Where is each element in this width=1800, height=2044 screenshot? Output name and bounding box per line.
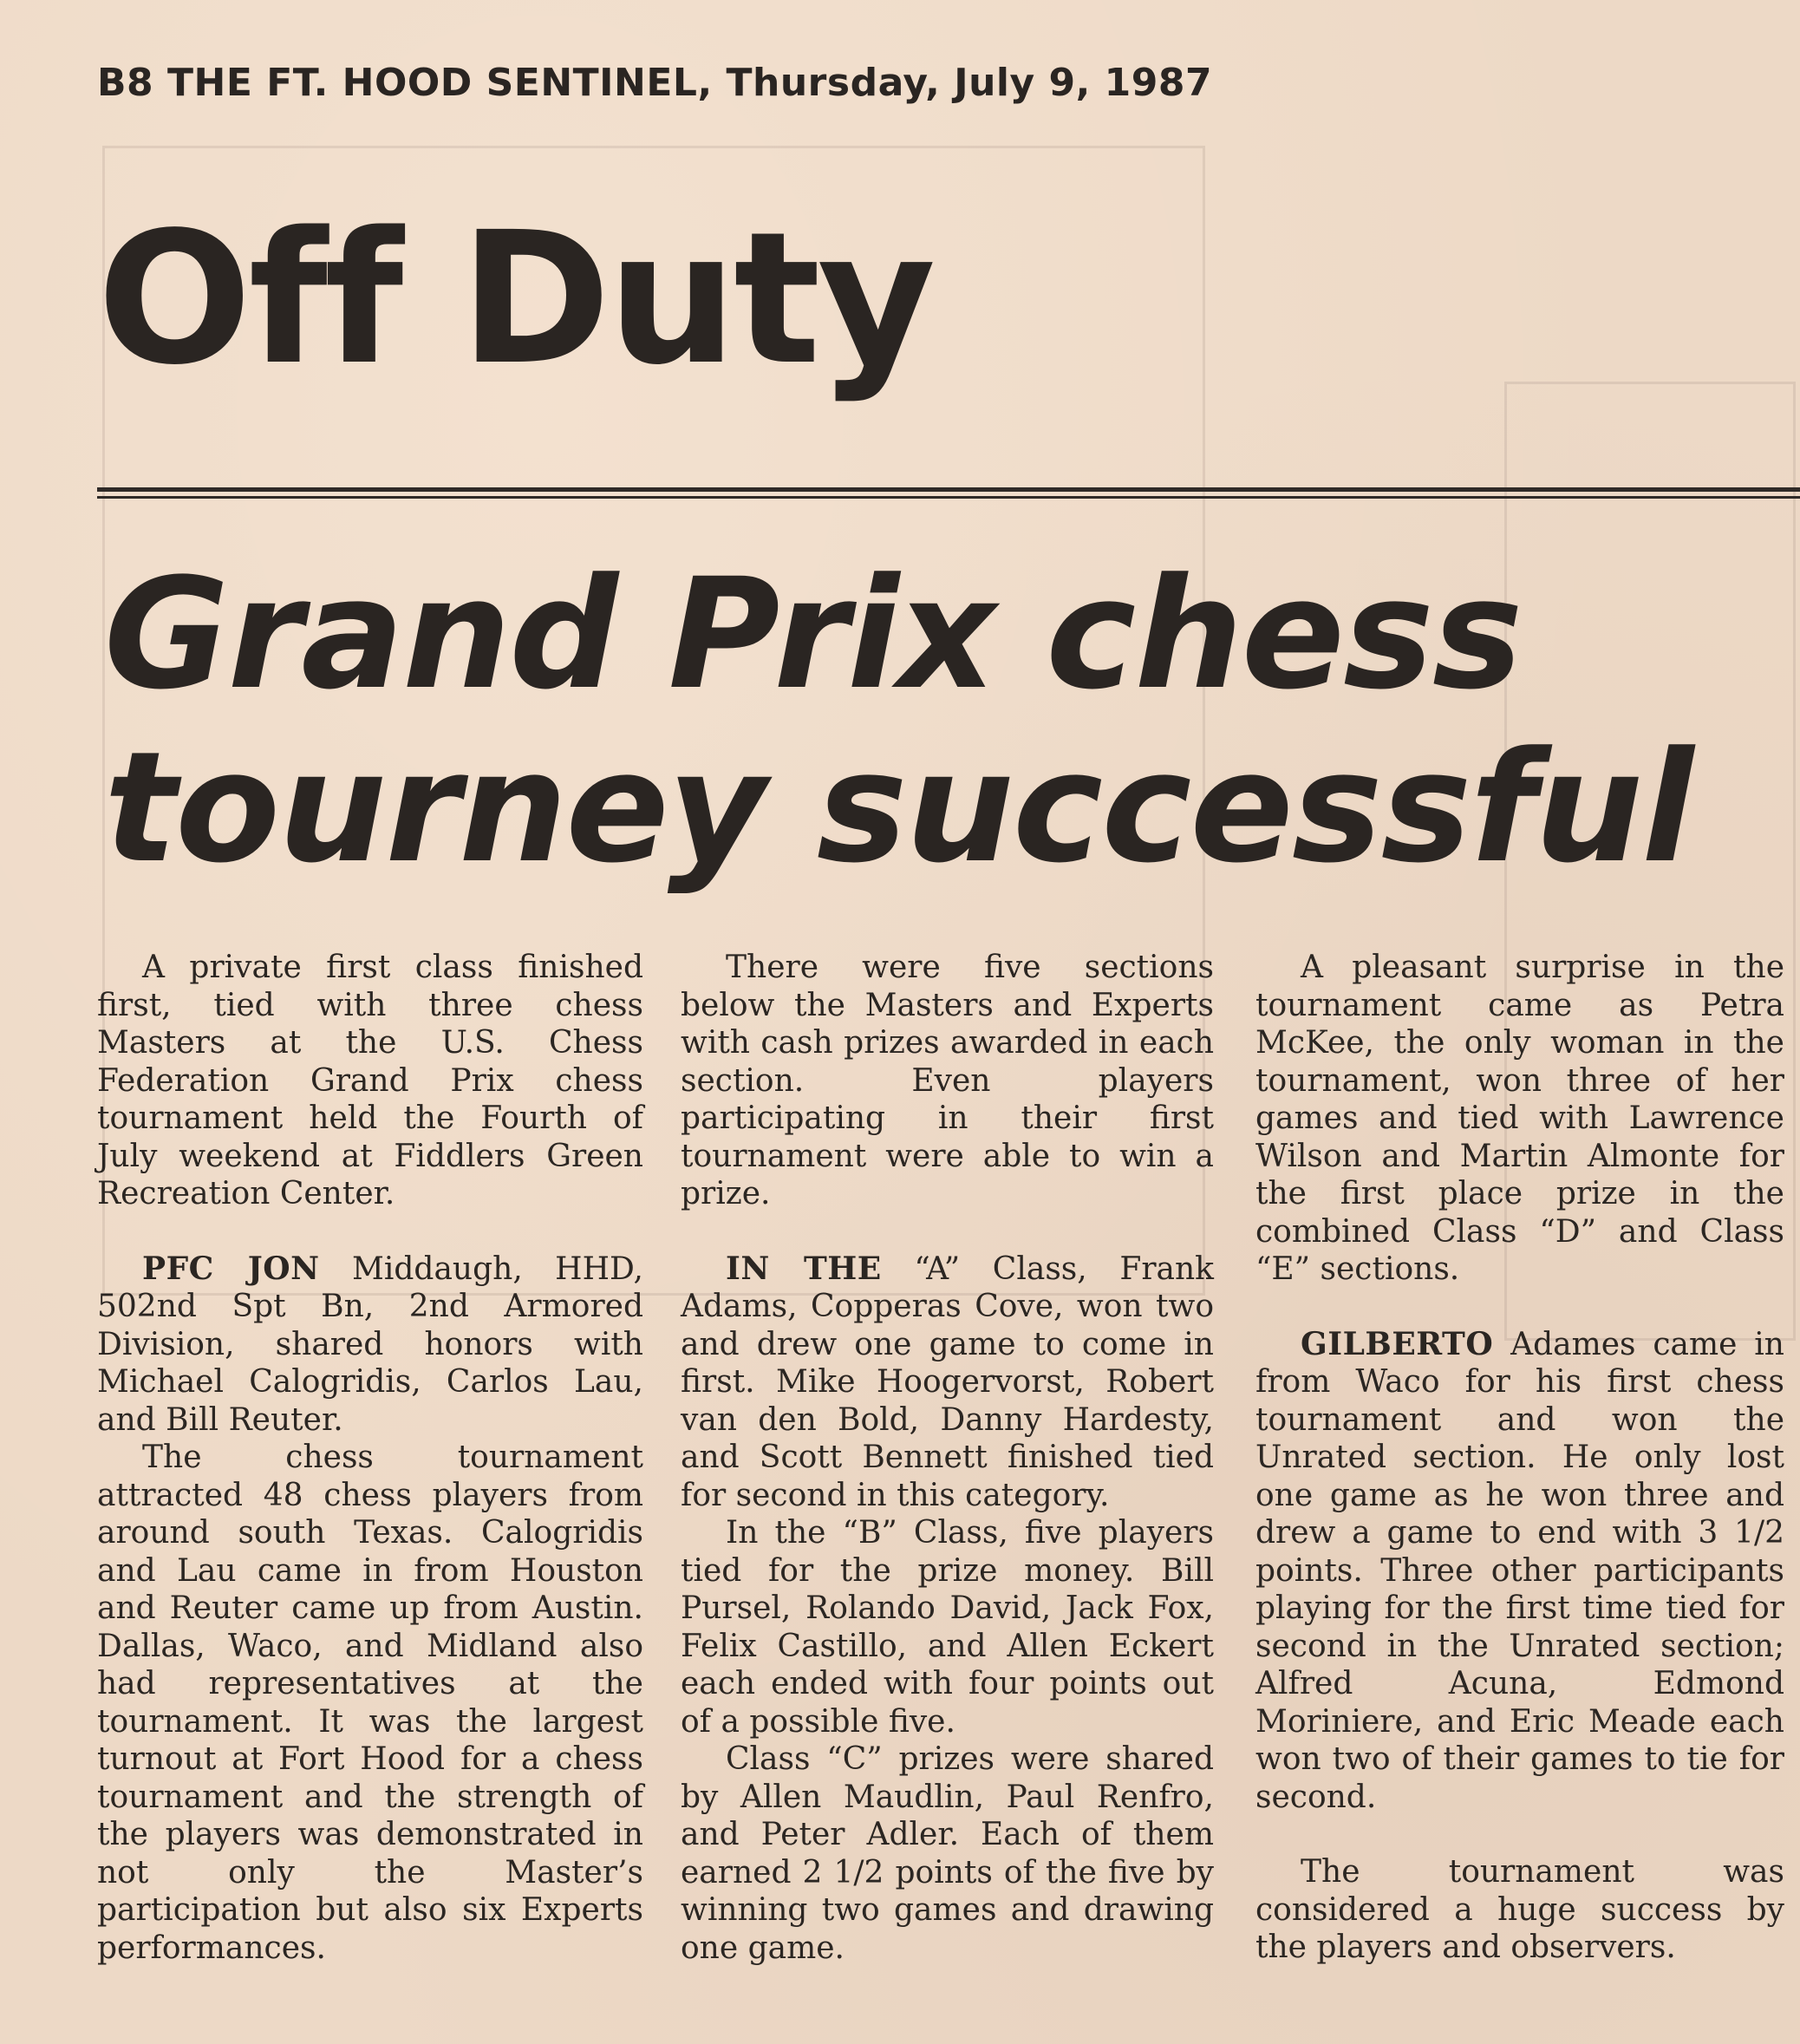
lead-in: PFC JON (142, 1250, 320, 1287)
paragraph-text: Adames came in from Waco for his first chess tournament and won the Unrated section. He only lost one game as he won three and drew a game to end with 3 1/2 points. Three other participants playing for the first time tied for second in the Unrated section; Alfred Acuna, Edmond Moriniere, and Eric Meade each won two of their games to tie for second. (1255, 1326, 1784, 1815)
page-number: B8 (97, 61, 154, 105)
paragraph (97, 949, 643, 1213)
paragraph-text: The tournament was considered a huge success by the players and observers. (1255, 1854, 1784, 1965)
paragraph-text: Class “C” prizes were shared by Allen Maudlin, Paul Renfro, and Peter Adler. Each of them earned 2 1/2 points of the five by winning two games and drawing one game. (681, 1741, 1214, 1966)
section-title: Off Duty (97, 193, 933, 405)
paragraph (1255, 1326, 1784, 1817)
article-column-1 (97, 949, 643, 1967)
paragraph (681, 1740, 1214, 1967)
paragraph (681, 1514, 1214, 1740)
issue-date: Thursday, July 9, 1987 (726, 61, 1213, 105)
headline-line-2: tourney successful (104, 719, 1692, 897)
paragraph (1255, 1853, 1784, 1967)
headline-line-1: Grand Prix chess (104, 545, 1522, 723)
paragraph (681, 1251, 1214, 1515)
paragraph-text: A private first class finished first, tied with three chess Masters at the U.S. Chess Federation Grand Prix chess tournament held the Fourth of July weekend at Fiddlers Green Recreation Center. (97, 950, 643, 1211)
paragraph (681, 949, 1214, 1213)
paragraph (97, 1251, 643, 1440)
article-column-2 (681, 949, 1214, 1967)
masthead (97, 61, 1212, 105)
paragraph-text: A pleasant surprise in the tournament came as Petra McKee, the only woman in the tournament, won three of her games and tied with Lawrence Wilson and Martin Almonte for the first place prize in the combined Class “D” and Class “E” sections. (1255, 950, 1784, 1287)
newspaper-name: THE FT. HOOD SENTINEL, (166, 61, 713, 105)
article-column-3 (1255, 949, 1784, 1967)
paragraph-text: Middaugh, HHD, 502nd Spt Bn, 2nd Armored Division, shared honors with Michael Calogridis, Carlos Lau, and Bill Reuter. (97, 1251, 643, 1438)
paragraph-text: “A” Class, Frank Adams, Copperas Cove, won two and drew one game to come in first. Mike Hoogervorst, Robert van den Bold, Danny Hardesty, and Scott Bennett finished tied for second in this category. (681, 1251, 1214, 1513)
paragraph (97, 1439, 643, 1967)
paragraph (1255, 949, 1784, 1289)
paragraph-text: The chess tournament attracted 48 chess players from around south Texas. Calogridis and Lau came in from Houston and Reuter came up from Austin. Dallas, Waco, and Midland also had representatives at the tournament. It was the largest turnout at Fort Hood for a chess tournament and the strength of the players was demonstrated in not only the Master’s participation but also six Experts performances. (97, 1440, 643, 1966)
article-headline (104, 545, 1692, 897)
lead-in: IN THE (726, 1250, 882, 1287)
lead-in: GILBERTO (1301, 1325, 1494, 1362)
section-rule-thick (97, 487, 1800, 492)
section-rule-thin (97, 496, 1800, 499)
paragraph-text: There were five sections below the Masters and Experts with cash prizes awarded in each section. Even players participating in their first tournament were able to win a prize. (681, 950, 1214, 1211)
paragraph-text: In the “B” Class, five players tied for the prize money. Bill Pursel, Rolando David, Jack Fox, Felix Castillo, and Allen Eckert each ended with four points out of a possible five. (681, 1515, 1214, 1740)
